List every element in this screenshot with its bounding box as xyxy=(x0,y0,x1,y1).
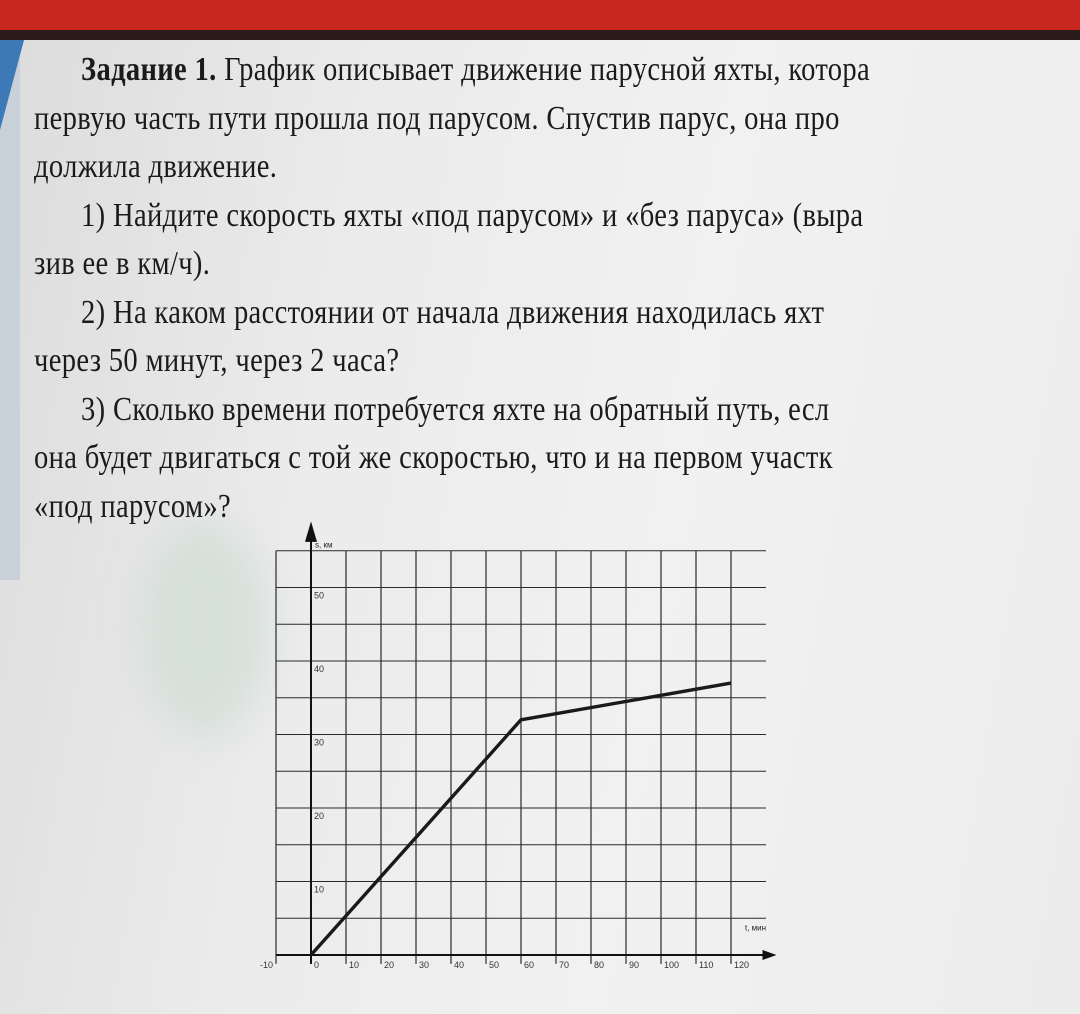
question-2-line-2: через 50 минут, через 2 часа? xyxy=(34,342,400,379)
y-axis-arrow-icon xyxy=(305,521,317,542)
question-1-line-2: зив ее в км/ч). xyxy=(34,245,211,282)
y-tick-label: 30 xyxy=(314,737,325,748)
x-tick-label: 60 xyxy=(524,960,535,970)
x-tick-label: 10 xyxy=(349,960,360,970)
intro-line-1: График описывает движение парусной яхты, котора xyxy=(224,51,871,88)
y-tick-label: 10 xyxy=(314,884,325,895)
question-3-line-1: 3) Сколько времени потребуется яхте на обратный путь, есл xyxy=(81,390,830,428)
question-2-line-1: 2) На каком расстоянии от начала движения находилась яхт xyxy=(81,293,825,331)
x-tick-label: 40 xyxy=(454,960,465,970)
x-tick-label: 80 xyxy=(594,960,605,970)
question-3-line-2: она будет двигаться с той же скоростью, что и на первом участк xyxy=(34,439,833,476)
x-tick-label: 100 xyxy=(664,960,680,970)
x-tick-label: 0 xyxy=(314,960,320,970)
y-tick-label: 50 xyxy=(314,590,325,601)
x-axis-label: t, мин xyxy=(745,923,767,933)
x-tick-label: 120 xyxy=(734,960,750,970)
intro-line-3: должила движение. xyxy=(34,148,278,185)
task-heading: Задание 1. xyxy=(81,51,217,88)
x-tick-label: 50 xyxy=(489,960,500,970)
x-tick-label: 30 xyxy=(419,960,430,970)
x-axis-arrow-icon xyxy=(763,950,777,960)
x-tick-label: 70 xyxy=(559,960,570,970)
x-tick-label: 110 xyxy=(699,960,714,970)
question-1-line-1: 1) Найдите скорость яхты «под парусом» и «без паруса» (выра xyxy=(81,196,864,234)
x-tick-label: -10 xyxy=(260,960,274,970)
y-tick-label: 20 xyxy=(314,811,325,821)
intro-line-2: первую часть пути прошла под парусом. Спустив парус, она про xyxy=(34,99,840,137)
x-tick-label: 90 xyxy=(629,960,640,970)
question-3-line-3: «под парусом»? xyxy=(34,487,231,525)
y-axis-label: s, км xyxy=(315,540,333,550)
x-tick-label: 20 xyxy=(384,960,395,970)
y-tick-label: 40 xyxy=(314,664,325,674)
